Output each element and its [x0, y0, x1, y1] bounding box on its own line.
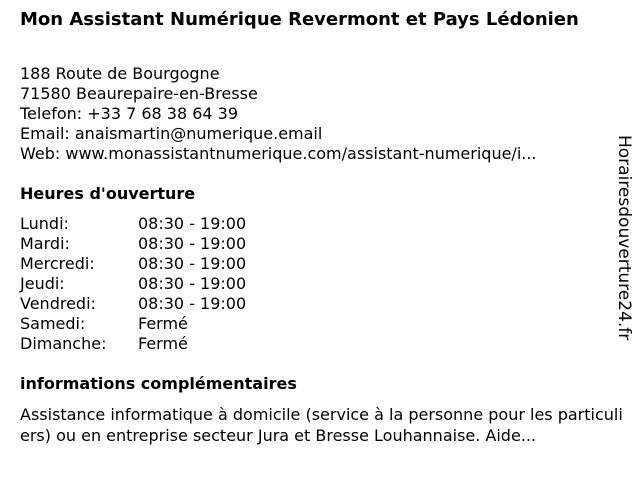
info-text: Assistance informatique à domicile (service à la personne pour les particuliers) ou en entreprise secteur Jura et Bresse Louhannaise. Aide...	[20, 405, 623, 445]
day-label: Jeudi:	[20, 274, 65, 293]
hours-row-wednesday	[20, 254, 246, 274]
day-hours: 08:30 - 19:00	[138, 294, 247, 313]
day-hours: 08:30 - 19:00	[138, 214, 247, 233]
hours-row-saturday	[20, 314, 246, 334]
hours-row-tuesday	[20, 234, 246, 254]
day-label: Mardi:	[20, 234, 70, 253]
hours-row-thursday	[20, 274, 246, 294]
address-city: 71580 Beaurepaire-en-Bresse	[20, 84, 258, 103]
email-address: Email: anaismartin@numerique.email	[20, 124, 323, 143]
day-label: Vendredi:	[20, 294, 96, 313]
phone-number: Telefon: +33 7 68 38 64 39	[20, 104, 239, 123]
day-label: Lundi:	[20, 214, 69, 233]
address-street: 188 Route de Bourgogne	[20, 64, 220, 83]
hours-heading: Heures d'ouverture	[20, 184, 196, 203]
hours-row-friday	[20, 294, 246, 314]
business-name: Mon Assistant Numérique Revermont et Pays Lédonien	[20, 9, 579, 30]
website-link[interactable]: Web: www.monassistantnumerique.com/assistant-numerique/i...	[20, 144, 537, 163]
hours-row-monday	[20, 214, 246, 234]
info-heading: informations complémentaires	[20, 374, 297, 393]
day-hours: 08:30 - 19:00	[138, 274, 247, 293]
day-label: Samedi:	[20, 314, 86, 333]
site-watermark: Horairesdouverture24.fr	[614, 135, 634, 341]
day-label: Dimanche:	[20, 334, 107, 353]
day-hours: Fermé	[138, 334, 188, 353]
hours-table	[20, 214, 246, 354]
day-hours: 08:30 - 19:00	[138, 254, 247, 273]
hours-row-sunday	[20, 334, 246, 354]
day-label: Mercredi:	[20, 254, 95, 273]
day-hours: Fermé	[138, 314, 188, 333]
contact-block	[20, 64, 595, 164]
day-hours: 08:30 - 19:00	[138, 234, 247, 253]
